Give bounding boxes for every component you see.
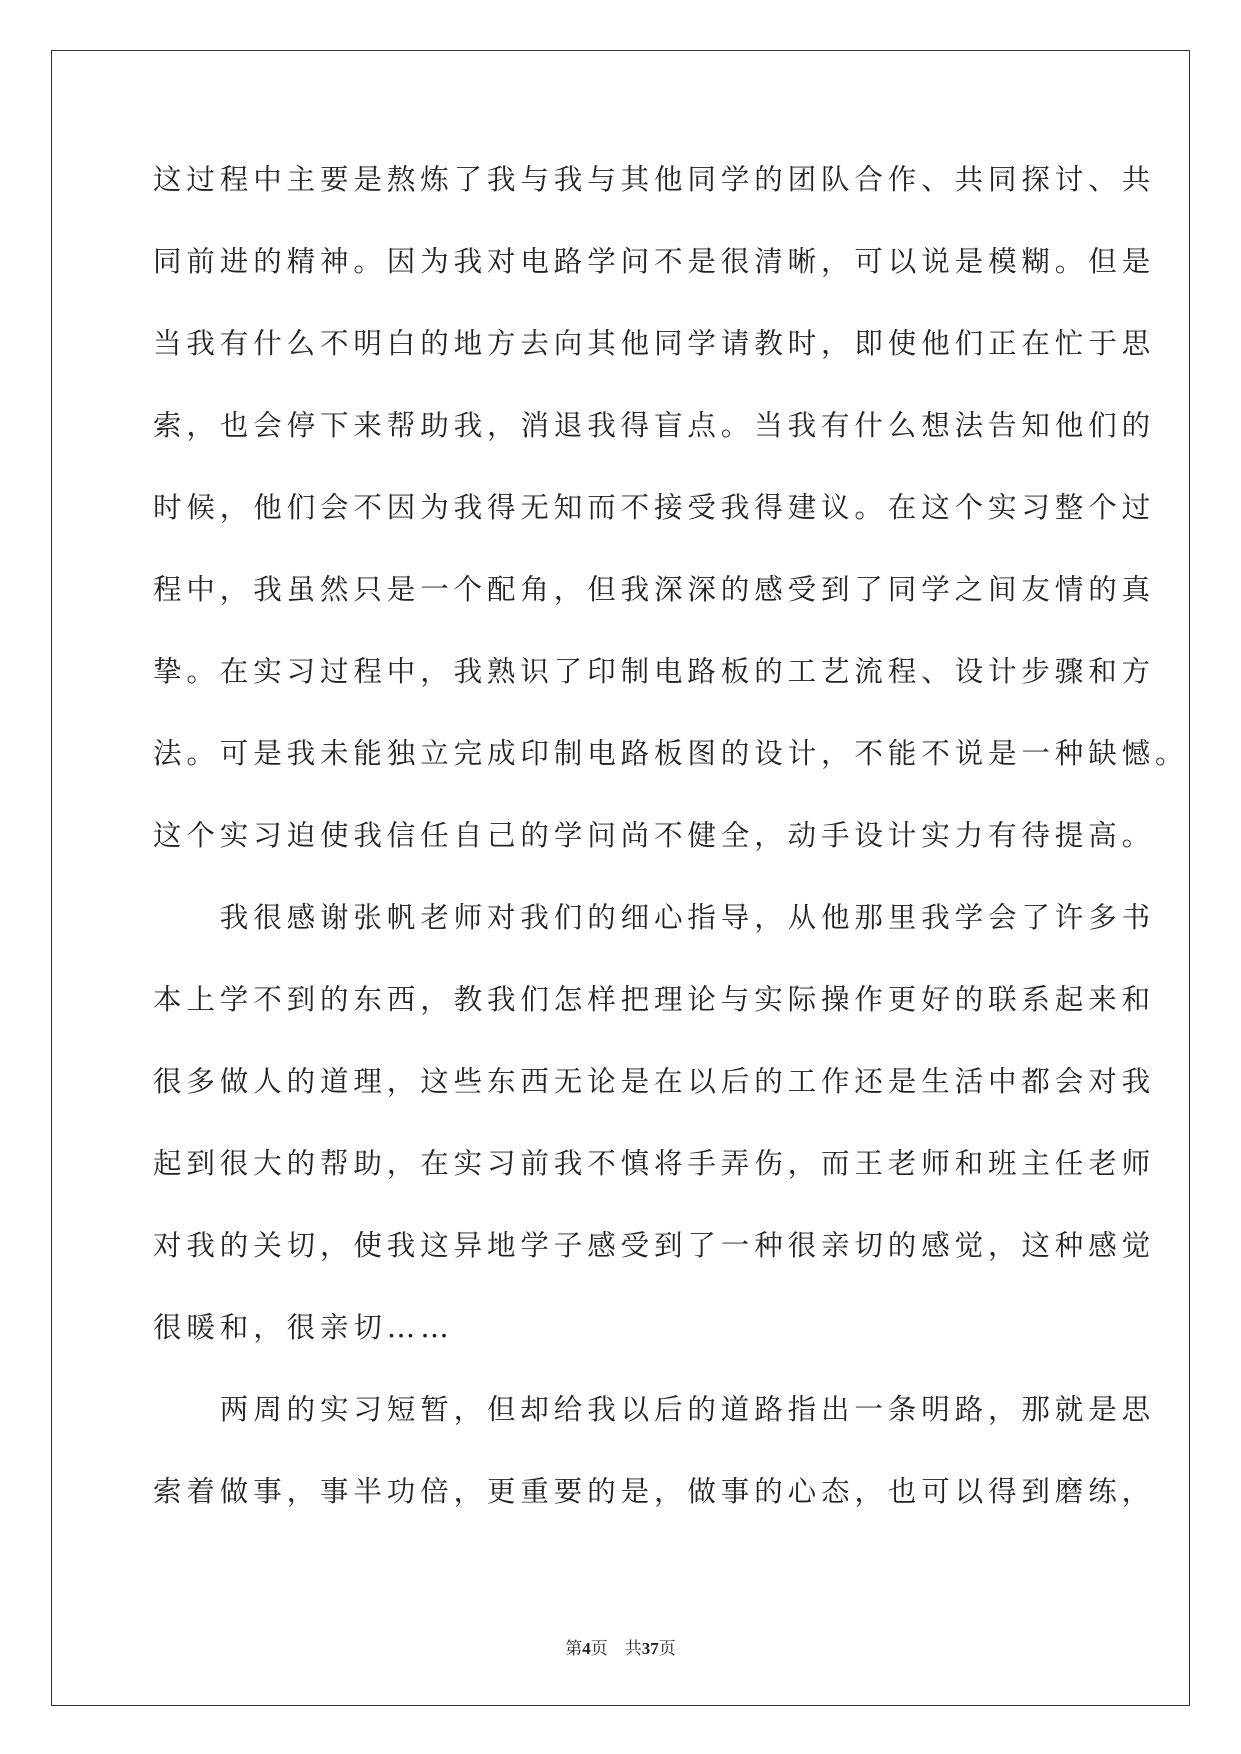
text-line: 很暖和，很亲切…… (153, 1311, 454, 1344)
text-line: 这个实习迫使我信任自己的学问尚不健全，动手设计实力有待提高。 (153, 819, 1156, 852)
text-line: 对我的关切，使我这异地学子感受到了一种很亲切的感觉，这种感觉 (153, 1229, 1156, 1262)
text-line: 挚。在实习过程中，我熟识了印制电路板的工艺流程、设计步骤和方 (153, 655, 1156, 688)
text-line: 我很感谢张帆老师对我们的细心指导，从他那里我学会了许多书 (153, 901, 1156, 934)
text-line: 法。可是我未能独立完成印制电路板图的设计，不能不说是一种缺憾。 (153, 737, 1189, 770)
text-line: 当我有什么不明白的地方去向其他同学请教时，即使他们正在忙于思 (153, 327, 1156, 360)
text-line: 时候，他们会不因为我得无知而不接受我得建议。在这个实习整个过 (153, 491, 1156, 524)
text-line: 索着做事，事半功倍，更重要的是，做事的心态，也可以得到磨练， (153, 1475, 1156, 1508)
text-line: 很多做人的道理，这些东西无论是在以后的工作还是生活中都会对我 (153, 1065, 1156, 1098)
text-line: 程中，我虽然只是一个配角，但我深深的感受到了同学之间友情的真 (153, 573, 1156, 606)
footer-page-number: 4 (582, 1639, 591, 1658)
text-line: 两周的实习短暂，但却给我以后的道路指出一条明路，那就是思 (153, 1393, 1156, 1426)
footer-total-unit: 页 (658, 1639, 676, 1658)
text-line: 起到很大的帮助，在实习前我不慎将手弄伤，而王老师和班主任老师 (153, 1147, 1156, 1180)
text-line: 同前进的精神。因为我对电路学问不是很清晰，可以说是模糊。但是 (153, 245, 1156, 278)
text-line: 索，也会停下来帮助我，消退我得盲点。当我有什么想法告知他们的 (153, 409, 1156, 442)
footer-total-pages: 37 (641, 1639, 659, 1658)
footer-total-prefix: 共 (624, 1639, 642, 1658)
text-line: 这过程中主要是熬炼了我与我与其他同学的团队合作、共同探讨、共 (153, 163, 1156, 196)
footer-page-prefix: 第 (565, 1639, 583, 1658)
document-body (153, 162, 1189, 1556)
page-footer (0, 1634, 1241, 1659)
text-line: 本上学不到的东西，教我们怎样把理论与实际操作更好的联系起来和 (153, 983, 1156, 1016)
footer-page-unit: 页 (590, 1639, 608, 1658)
